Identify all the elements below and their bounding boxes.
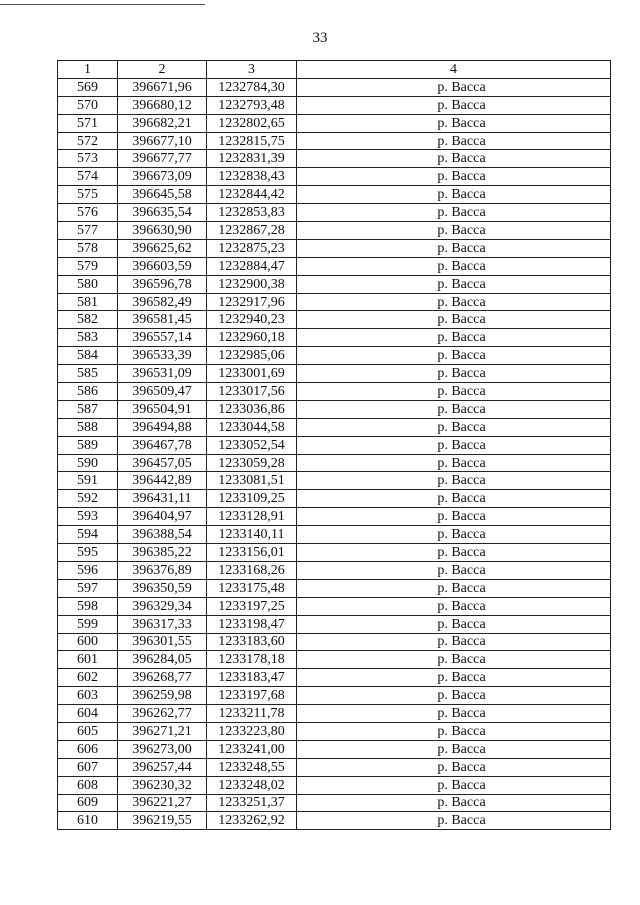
description-cell: р. Васса [297, 597, 611, 615]
x-coordinate-cell: 396582,49 [118, 293, 207, 311]
description-cell: р. Васса [297, 311, 611, 329]
x-coordinate-cell: 396509,47 [118, 383, 207, 401]
table-body [58, 78, 611, 829]
table-row [58, 275, 611, 293]
x-coordinate-cell: 396645,58 [118, 186, 207, 204]
table-row [58, 561, 611, 579]
x-coordinate-cell: 396635,54 [118, 204, 207, 222]
point-number-cell: 580 [58, 275, 118, 293]
y-coordinate-cell: 1233175,48 [207, 579, 297, 597]
y-coordinate-cell: 1232900,38 [207, 275, 297, 293]
x-coordinate-cell: 396301,55 [118, 633, 207, 651]
description-cell: р. Васса [297, 418, 611, 436]
table-row [58, 687, 611, 705]
table-row [58, 383, 611, 401]
description-cell: р. Васса [297, 544, 611, 562]
point-number-cell: 579 [58, 257, 118, 275]
x-coordinate-cell: 396350,59 [118, 579, 207, 597]
point-number-cell: 588 [58, 418, 118, 436]
point-number-cell: 606 [58, 740, 118, 758]
point-number-cell: 575 [58, 186, 118, 204]
description-cell: р. Васса [297, 347, 611, 365]
table-row [58, 651, 611, 669]
description-cell: р. Васса [297, 472, 611, 490]
x-coordinate-cell: 396680,12 [118, 96, 207, 114]
point-number-cell: 602 [58, 669, 118, 687]
table-row [58, 114, 611, 132]
y-coordinate-cell: 1233052,54 [207, 436, 297, 454]
y-coordinate-cell: 1233248,02 [207, 776, 297, 794]
description-cell: р. Васса [297, 740, 611, 758]
description-cell: р. Васса [297, 454, 611, 472]
description-cell: р. Васса [297, 633, 611, 651]
point-number-cell: 592 [58, 490, 118, 508]
y-coordinate-cell: 1232815,75 [207, 132, 297, 150]
y-coordinate-cell: 1233197,68 [207, 687, 297, 705]
point-number-cell: 581 [58, 293, 118, 311]
y-coordinate-cell: 1233198,47 [207, 615, 297, 633]
y-coordinate-cell: 1233059,28 [207, 454, 297, 472]
y-coordinate-cell: 1233178,18 [207, 651, 297, 669]
description-cell: р. Васса [297, 257, 611, 275]
x-coordinate-cell: 396603,59 [118, 257, 207, 275]
x-coordinate-cell: 396596,78 [118, 275, 207, 293]
table-row [58, 329, 611, 347]
description-cell: р. Васса [297, 383, 611, 401]
table-row [58, 257, 611, 275]
point-number-cell: 590 [58, 454, 118, 472]
y-coordinate-cell: 1233001,69 [207, 365, 297, 383]
description-cell: р. Васса [297, 114, 611, 132]
point-number-cell: 583 [58, 329, 118, 347]
y-coordinate-cell: 1232875,23 [207, 239, 297, 257]
point-number-cell: 598 [58, 597, 118, 615]
y-coordinate-cell: 1233248,55 [207, 758, 297, 776]
column-header-2: 2 [118, 61, 207, 79]
description-cell: р. Васса [297, 78, 611, 96]
y-coordinate-cell: 1233081,51 [207, 472, 297, 490]
y-coordinate-cell: 1232853,83 [207, 204, 297, 222]
table-row [58, 365, 611, 383]
point-number-cell: 610 [58, 812, 118, 830]
x-coordinate-cell: 396533,39 [118, 347, 207, 365]
description-cell: р. Васса [297, 150, 611, 168]
description-cell: р. Васса [297, 132, 611, 150]
table-row [58, 186, 611, 204]
x-coordinate-cell: 396677,10 [118, 132, 207, 150]
y-coordinate-cell: 1233183,60 [207, 633, 297, 651]
description-cell: р. Васса [297, 669, 611, 687]
x-coordinate-cell: 396494,88 [118, 418, 207, 436]
x-coordinate-cell: 396531,09 [118, 365, 207, 383]
x-coordinate-cell: 396385,22 [118, 544, 207, 562]
y-coordinate-cell: 1232940,23 [207, 311, 297, 329]
description-cell: р. Васса [297, 490, 611, 508]
table-row [58, 204, 611, 222]
table-row [58, 293, 611, 311]
y-coordinate-cell: 1233140,11 [207, 526, 297, 544]
column-header-4: 4 [297, 61, 611, 79]
x-coordinate-cell: 396257,44 [118, 758, 207, 776]
y-coordinate-cell: 1233197,25 [207, 597, 297, 615]
table-row [58, 526, 611, 544]
description-cell: р. Васса [297, 651, 611, 669]
y-coordinate-cell: 1233156,01 [207, 544, 297, 562]
x-coordinate-cell: 396273,00 [118, 740, 207, 758]
y-coordinate-cell: 1232867,28 [207, 222, 297, 240]
description-cell: р. Васса [297, 329, 611, 347]
description-cell: р. Васса [297, 275, 611, 293]
y-coordinate-cell: 1233262,92 [207, 812, 297, 830]
point-number-cell: 604 [58, 705, 118, 723]
point-number-cell: 607 [58, 758, 118, 776]
table-row [58, 669, 611, 687]
table-row [58, 758, 611, 776]
x-coordinate-cell: 396673,09 [118, 168, 207, 186]
y-coordinate-cell: 1233036,86 [207, 400, 297, 418]
table-row [58, 544, 611, 562]
description-cell: р. Васса [297, 204, 611, 222]
x-coordinate-cell: 396268,77 [118, 669, 207, 687]
table-row [58, 132, 611, 150]
y-coordinate-cell: 1232917,96 [207, 293, 297, 311]
description-cell: р. Васса [297, 186, 611, 204]
description-cell: р. Васса [297, 579, 611, 597]
y-coordinate-cell: 1233044,58 [207, 418, 297, 436]
y-coordinate-cell: 1233211,78 [207, 705, 297, 723]
x-coordinate-cell: 396467,78 [118, 436, 207, 454]
point-number-cell: 608 [58, 776, 118, 794]
point-number-cell: 591 [58, 472, 118, 490]
table-row [58, 436, 611, 454]
y-coordinate-cell: 1232844,42 [207, 186, 297, 204]
y-coordinate-cell: 1233168,26 [207, 561, 297, 579]
y-coordinate-cell: 1233017,56 [207, 383, 297, 401]
x-coordinate-cell: 396230,32 [118, 776, 207, 794]
table-row [58, 615, 611, 633]
description-cell: р. Васса [297, 794, 611, 812]
point-number-cell: 593 [58, 508, 118, 526]
x-coordinate-cell: 396259,98 [118, 687, 207, 705]
top-rule [0, 4, 205, 5]
y-coordinate-cell: 1232838,43 [207, 168, 297, 186]
point-number-cell: 572 [58, 132, 118, 150]
x-coordinate-cell: 396581,45 [118, 311, 207, 329]
table-row [58, 794, 611, 812]
table-row [58, 347, 611, 365]
point-number-cell: 603 [58, 687, 118, 705]
y-coordinate-cell: 1232802,65 [207, 114, 297, 132]
description-cell: р. Васса [297, 812, 611, 830]
x-coordinate-cell: 396221,27 [118, 794, 207, 812]
description-cell: р. Васса [297, 436, 611, 454]
y-coordinate-cell: 1233183,47 [207, 669, 297, 687]
table-header-row [58, 61, 611, 79]
x-coordinate-cell: 396317,33 [118, 615, 207, 633]
y-coordinate-cell: 1232831,39 [207, 150, 297, 168]
x-coordinate-cell: 396625,62 [118, 239, 207, 257]
y-coordinate-cell: 1232884,47 [207, 257, 297, 275]
table-row [58, 418, 611, 436]
x-coordinate-cell: 396671,96 [118, 78, 207, 96]
point-number-cell: 599 [58, 615, 118, 633]
table-row [58, 239, 611, 257]
x-coordinate-cell: 396329,34 [118, 597, 207, 615]
point-number-cell: 582 [58, 311, 118, 329]
point-number-cell: 601 [58, 651, 118, 669]
x-coordinate-cell: 396630,90 [118, 222, 207, 240]
point-number-cell: 594 [58, 526, 118, 544]
x-coordinate-cell: 396284,05 [118, 651, 207, 669]
table-row [58, 150, 611, 168]
x-coordinate-cell: 396404,97 [118, 508, 207, 526]
description-cell: р. Васса [297, 96, 611, 114]
table-row [58, 597, 611, 615]
coordinates-table [57, 60, 611, 830]
table-row [58, 311, 611, 329]
y-coordinate-cell: 1233128,91 [207, 508, 297, 526]
point-number-cell: 596 [58, 561, 118, 579]
point-number-cell: 584 [58, 347, 118, 365]
description-cell: р. Васса [297, 687, 611, 705]
y-coordinate-cell: 1233241,00 [207, 740, 297, 758]
x-coordinate-cell: 396219,55 [118, 812, 207, 830]
point-number-cell: 573 [58, 150, 118, 168]
point-number-cell: 569 [58, 78, 118, 96]
column-header-3: 3 [207, 61, 297, 79]
y-coordinate-cell: 1233109,25 [207, 490, 297, 508]
x-coordinate-cell: 396388,54 [118, 526, 207, 544]
description-cell: р. Васса [297, 561, 611, 579]
x-coordinate-cell: 396682,21 [118, 114, 207, 132]
description-cell: р. Васса [297, 615, 611, 633]
table-row [58, 579, 611, 597]
y-coordinate-cell: 1233223,80 [207, 722, 297, 740]
description-cell: р. Васса [297, 293, 611, 311]
point-number-cell: 605 [58, 722, 118, 740]
point-number-cell: 589 [58, 436, 118, 454]
table-row [58, 400, 611, 418]
y-coordinate-cell: 1233251,37 [207, 794, 297, 812]
table-row [58, 78, 611, 96]
description-cell: р. Васса [297, 526, 611, 544]
page-number: 33 [312, 30, 328, 46]
table-row [58, 508, 611, 526]
table-row [58, 168, 611, 186]
table-row [58, 490, 611, 508]
x-coordinate-cell: 396431,11 [118, 490, 207, 508]
description-cell: р. Васса [297, 400, 611, 418]
point-number-cell: 574 [58, 168, 118, 186]
description-cell: р. Васса [297, 168, 611, 186]
point-number-cell: 586 [58, 383, 118, 401]
point-number-cell: 600 [58, 633, 118, 651]
x-coordinate-cell: 396262,77 [118, 705, 207, 723]
y-coordinate-cell: 1232784,30 [207, 78, 297, 96]
table-row [58, 472, 611, 490]
description-cell: р. Васса [297, 365, 611, 383]
table-row [58, 454, 611, 472]
description-cell: р. Васса [297, 508, 611, 526]
description-cell: р. Васса [297, 758, 611, 776]
x-coordinate-cell: 396557,14 [118, 329, 207, 347]
x-coordinate-cell: 396271,21 [118, 722, 207, 740]
point-number-cell: 585 [58, 365, 118, 383]
description-cell: р. Васса [297, 705, 611, 723]
point-number-cell: 577 [58, 222, 118, 240]
x-coordinate-cell: 396376,89 [118, 561, 207, 579]
table-row [58, 722, 611, 740]
x-coordinate-cell: 396504,91 [118, 400, 207, 418]
x-coordinate-cell: 396677,77 [118, 150, 207, 168]
table-row [58, 633, 611, 651]
description-cell: р. Васса [297, 722, 611, 740]
y-coordinate-cell: 1232793,48 [207, 96, 297, 114]
point-number-cell: 570 [58, 96, 118, 114]
point-number-cell: 571 [58, 114, 118, 132]
y-coordinate-cell: 1232985,06 [207, 347, 297, 365]
x-coordinate-cell: 396457,05 [118, 454, 207, 472]
description-cell: р. Васса [297, 239, 611, 257]
point-number-cell: 576 [58, 204, 118, 222]
y-coordinate-cell: 1232960,18 [207, 329, 297, 347]
table-row [58, 812, 611, 830]
table-row [58, 740, 611, 758]
point-number-cell: 609 [58, 794, 118, 812]
table-row [58, 222, 611, 240]
column-header-1: 1 [58, 61, 118, 79]
x-coordinate-cell: 396442,89 [118, 472, 207, 490]
description-cell: р. Васса [297, 222, 611, 240]
table-row [58, 705, 611, 723]
point-number-cell: 595 [58, 544, 118, 562]
table-row [58, 96, 611, 114]
point-number-cell: 597 [58, 579, 118, 597]
point-number-cell: 578 [58, 239, 118, 257]
table-row [58, 776, 611, 794]
point-number-cell: 587 [58, 400, 118, 418]
description-cell: р. Васса [297, 776, 611, 794]
